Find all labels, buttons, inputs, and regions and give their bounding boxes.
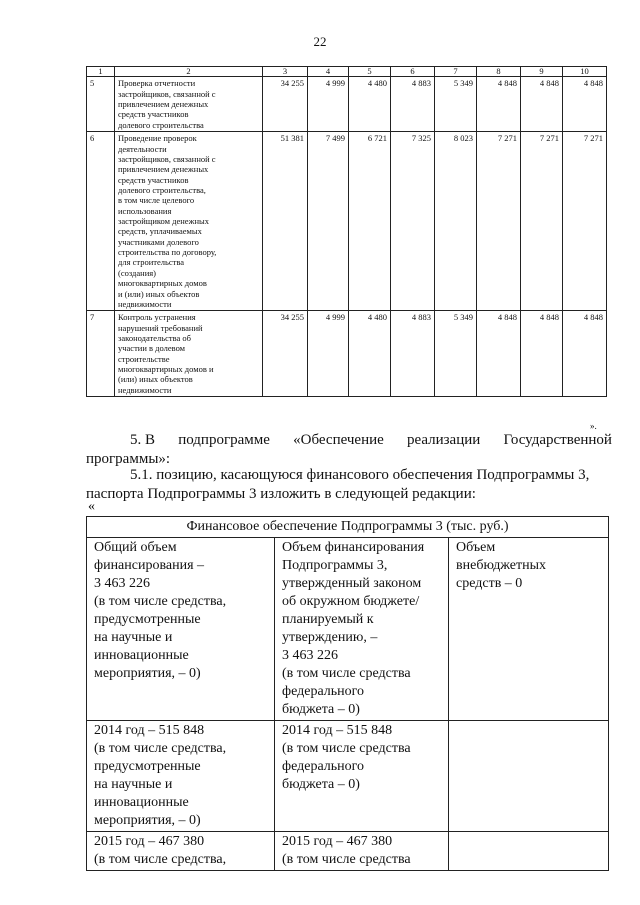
value-cell: 4 848 — [563, 311, 607, 397]
year-2014-total-cell: 2014 год – 515 848 (в том числе средства, предусмотренные на научные и инновационные мероприятия, – 0) — [87, 721, 275, 832]
activity-name: Проведение проверок деятельности застройщиков, связанной с привлечением денежных средств участников долевого строительства, в том числе целевого использования застройщиком денежных средств, уплачиваемых участниками долевого строительства по договору, для строительства (создания) многоквартирных домов и (или) иных объектов недвижимости — [115, 132, 263, 311]
financing-table — [86, 516, 609, 871]
value-cell: 34 255 — [263, 77, 308, 132]
value-cell: 4 999 — [308, 77, 349, 132]
paragraph-5-1-line2: паспорта Подпрограммы 3 изложить в следующей редакции: — [86, 486, 476, 502]
closing-quote-mark: ». — [590, 421, 597, 431]
paragraph-5-word: Государственной — [503, 432, 612, 448]
total-financing-cell: Общий объем финансирования – 3 463 226 (в том числе средства, предусмотренные на научные и инновационные мероприятия, – 0) — [87, 538, 275, 721]
value-cell: 6 721 — [349, 132, 391, 311]
financing-table-caption: Финансовое обеспечение Подпрограммы 3 (тыс. руб.) — [87, 517, 609, 538]
year-2015-extrabudgetary-cell — [449, 832, 609, 871]
value-cell: 8 023 — [435, 132, 477, 311]
row-number: 7 — [87, 311, 115, 397]
table-row — [87, 77, 607, 132]
value-cell: 4 848 — [477, 77, 521, 132]
opening-quote-mark: « — [88, 499, 95, 514]
budget-financing-cell: Объем финансирования Подпрограммы 3, утвержденный законом об окружном бюджете/ планируемый к утверждению, – 3 463 226 (в том числе средства федерального бюджета – 0) — [275, 538, 449, 721]
header-cell: 10 — [563, 67, 607, 77]
header-cell: 3 — [263, 67, 308, 77]
paragraph-5-line2: программы»: — [86, 451, 171, 467]
header-cell: 7 — [435, 67, 477, 77]
value-cell: 4 883 — [391, 311, 435, 397]
year-2015-total-cell: 2015 год – 467 380 (в том числе средства, — [87, 832, 275, 871]
value-cell: 4 480 — [349, 311, 391, 397]
paragraph-5-number: 5. В — [130, 432, 156, 448]
table-row — [87, 132, 607, 311]
year-2014-budget-cell: 2014 год – 515 848 (в том числе средства федерального бюджета – 0) — [275, 721, 449, 832]
paragraph-5-word: «Обеспечение — [293, 432, 384, 448]
header-cell: 4 — [308, 67, 349, 77]
value-cell: 4 848 — [477, 311, 521, 397]
header-cell: 5 — [349, 67, 391, 77]
paragraph-5 — [86, 431, 612, 469]
value-cell: 34 255 — [263, 311, 308, 397]
value-cell: 4 480 — [349, 77, 391, 132]
table-row — [87, 721, 609, 832]
table-row — [87, 538, 609, 721]
header-cell: 1 — [87, 67, 115, 77]
value-cell: 7 325 — [391, 132, 435, 311]
value-cell: 5 349 — [435, 311, 477, 397]
year-2014-extrabudgetary-cell — [449, 721, 609, 832]
extrabudgetary-cell: Объем внебюджетных средств – 0 — [449, 538, 609, 721]
value-cell: 7 271 — [563, 132, 607, 311]
value-cell: 4 848 — [521, 77, 563, 132]
table-header-row — [87, 67, 607, 77]
year-2015-budget-cell: 2015 год – 467 380 (в том числе средства — [275, 832, 449, 871]
header-cell: 9 — [521, 67, 563, 77]
paragraph-5-word: подпрограмме — [178, 432, 270, 448]
value-cell: 51 381 — [263, 132, 308, 311]
value-cell: 7 499 — [308, 132, 349, 311]
value-cell: 7 271 — [477, 132, 521, 311]
paragraph-5-word: реализации — [406, 432, 481, 448]
header-cell: 6 — [391, 67, 435, 77]
activities-table — [86, 66, 607, 397]
header-cell: 8 — [477, 67, 521, 77]
value-cell: 4 848 — [563, 77, 607, 132]
value-cell: 4 883 — [391, 77, 435, 132]
value-cell: 7 271 — [521, 132, 563, 311]
row-number: 5 — [87, 77, 115, 132]
value-cell: 5 349 — [435, 77, 477, 132]
activity-name: Контроль устранения нарушений требований законодательства об участии в долевом строительстве многоквартирных домов и (или) иных объектов недвижимости — [115, 311, 263, 397]
header-cell: 2 — [115, 67, 263, 77]
value-cell: 4 848 — [521, 311, 563, 397]
table-row — [87, 832, 609, 871]
paragraph-5-1 — [86, 466, 612, 504]
paragraph-5-1-line1: 5.1. позицию, касающуюся финансового обеспечения Подпрограммы 3, — [130, 467, 590, 483]
activity-name: Проверка отчетности застройщиков, связанной с привлечением денежных средств участников долевого строительства — [115, 77, 263, 132]
table-row — [87, 311, 607, 397]
value-cell: 4 999 — [308, 311, 349, 397]
row-number: 6 — [87, 132, 115, 311]
page-number: 22 — [313, 34, 327, 49]
